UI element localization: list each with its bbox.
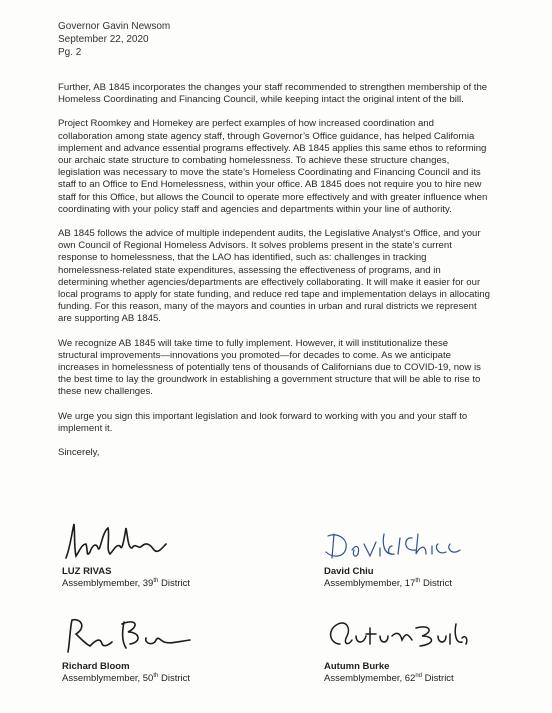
signer-title: Assemblymember, 50th District: [62, 672, 191, 684]
signer-title: Assemblymember, 17th District: [324, 577, 453, 589]
signer-name: Autumn Burke: [324, 661, 390, 672]
paragraph: Further, AB 1845 incorporates the changes your staff recommended to strengthen membership of the Homeless Coordinating and Financing Council, while keeping intact the original intent of the bill.: [58, 82, 488, 106]
letter-header: [58, 20, 170, 59]
signature-richard-bloom: [60, 614, 200, 656]
signer-name: David Chiu: [324, 566, 374, 577]
paragraph: We recognize AB 1845 will take time to fully implement. However, it will institutionalize these structural improvements—innovations you promoted—for decades to come. As we anticipate increases in homelessness of potentially tens of thousands of Californians due to COVID-19, now is the best time to lay the groundwork in establishing a government structure that will be able to rise to these new challenges.: [58, 337, 481, 398]
signer-title: Assemblymember, 62nd District: [324, 672, 454, 684]
signer-title: Assemblymember, 39th District: [62, 577, 191, 589]
signature-luz-rivas: [62, 518, 172, 564]
paragraph: AB 1845 follows the advice of multiple independent audits, the Legislative Analyst’s Office, and your own Council of Regional Homeless Advisors. It solves problems present in the state’s current response to homelessness, that the LAO has identified, such as: challenges in tracking homelessness-related state expenditures, assessing the effectiveness of programs, and in determining whether agencies/departments are effectively collaborating. It will make it easier for our local programs to apply for state funding, and reduce red tape and implementation delays in allocating funding. For this reason, many of the mayors and counties in urban and rural districts we represent are supporting AB 1845.: [58, 228, 490, 325]
signer-block: [62, 661, 190, 685]
signer-block: [324, 566, 452, 590]
signer-name: Richard Bloom: [62, 661, 130, 672]
signer-name: LUZ RIVAS: [62, 566, 112, 577]
closing: Sincerely,: [58, 447, 100, 459]
signature-autumn-burke: [322, 614, 472, 656]
signer-block: [62, 566, 190, 590]
recipient-line: Governor Gavin Newsom: [58, 21, 171, 32]
signer-block: [324, 661, 454, 685]
letter-body: [58, 82, 490, 459]
page-number: Pg. 2: [58, 47, 82, 58]
paragraph: We urge you sign this important legislation and look forward to working with you and your staff to implement it.: [58, 410, 468, 434]
paragraph: Project Roomkey and Homekey are perfect examples of how increased coordination and collaboration among state agency staff, through Governor’s Office guidance, has helped California implement and advance essential programs effectively. AB 1845 applies this same ethos to reforming our archaic state structure to combating homelessness. To achieve these structure changes, legislation was necessary to move the state’s Homeless Coordinating and Financing Council and its staff to an Office to End Homelessness, within your office. AB 1845 does not require you to hire new staff for this Office, but allows the Council to operate more effectively and with greater influence when coordinating with your policy staff and agencies and departments within your line of authority.: [58, 118, 488, 215]
date-line: September 22, 2020: [58, 34, 149, 45]
signature-david-chiu: [322, 528, 472, 564]
